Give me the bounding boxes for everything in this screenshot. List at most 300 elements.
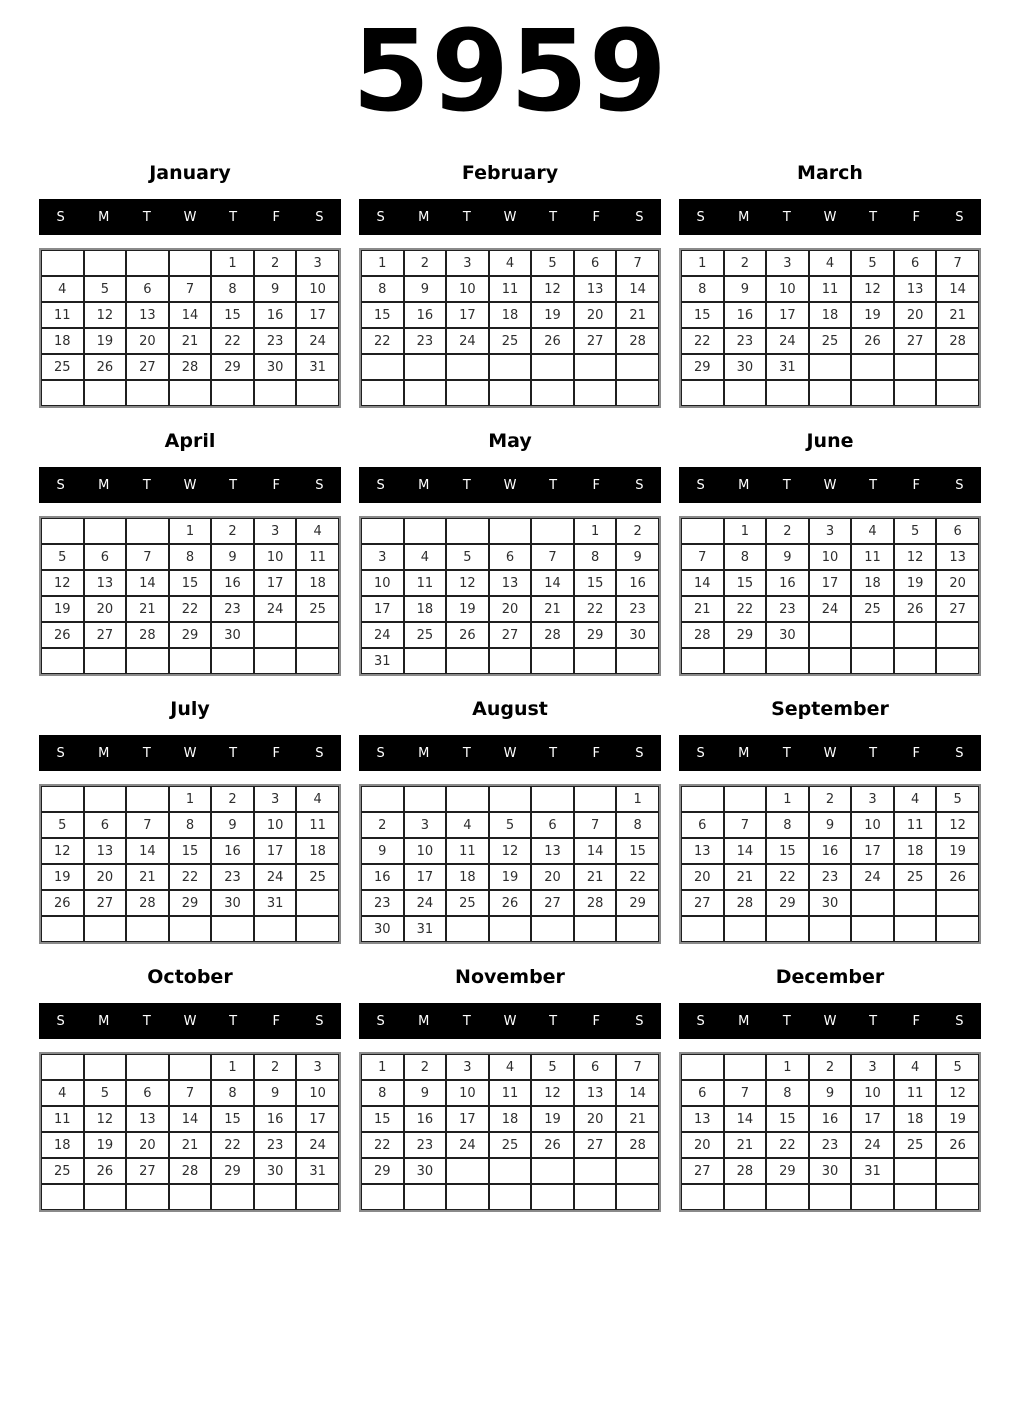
day-cell: 30 [254, 354, 297, 380]
day-cell: 22 [169, 864, 212, 890]
weekday-header-row [39, 1003, 341, 1039]
weekday-label: S [56, 477, 65, 493]
calendar-table [39, 1052, 341, 1212]
day-cell: 12 [936, 1080, 979, 1106]
day-cell: 30 [809, 1158, 852, 1184]
day-cell: 16 [211, 570, 254, 596]
day-cell: 18 [809, 302, 852, 328]
week-row [681, 786, 979, 812]
day-cell: 29 [681, 354, 724, 380]
empty-day-cell [531, 380, 574, 406]
day-cell: 14 [169, 302, 212, 328]
day-cell: 13 [531, 838, 574, 864]
day-cell: 4 [851, 518, 894, 544]
day-cell: 15 [766, 1106, 809, 1132]
day-cell: 23 [809, 1132, 852, 1158]
empty-day-cell [84, 518, 127, 544]
week-row [361, 544, 659, 570]
day-cell: 5 [936, 786, 979, 812]
week-row [681, 544, 979, 570]
empty-day-cell [894, 354, 937, 380]
day-cell: 21 [574, 864, 617, 890]
year-title: 5959 [352, 7, 668, 137]
empty-day-cell [41, 916, 84, 942]
day-cell: 14 [616, 1080, 659, 1106]
day-cell: 15 [574, 570, 617, 596]
day-cell: 20 [894, 302, 937, 328]
day-cell: 5 [851, 250, 894, 276]
day-cell: 28 [724, 890, 767, 916]
month-april [39, 430, 341, 676]
week-row [41, 276, 339, 302]
day-cell: 7 [616, 250, 659, 276]
day-cell: 3 [296, 1054, 339, 1080]
day-cell: 26 [936, 864, 979, 890]
day-cell: 12 [41, 570, 84, 596]
day-cell: 8 [616, 812, 659, 838]
day-cell: 22 [211, 1132, 254, 1158]
empty-day-cell [936, 354, 979, 380]
day-cell: 19 [531, 1106, 574, 1132]
day-cell: 13 [936, 544, 979, 570]
weekday-label: F [912, 209, 921, 225]
day-cell: 30 [211, 622, 254, 648]
calendar-table [39, 784, 341, 944]
empty-day-cell [84, 250, 127, 276]
weekday-label: S [635, 745, 644, 761]
weekday-label: M [738, 745, 750, 761]
day-cell: 18 [41, 328, 84, 354]
empty-day-cell [126, 648, 169, 674]
week-row [41, 302, 339, 328]
day-cell: 4 [894, 786, 937, 812]
empty-day-cell [84, 648, 127, 674]
day-cell: 18 [296, 838, 339, 864]
calendar-table [359, 516, 661, 676]
weekday-label: T [869, 745, 878, 761]
week-row [41, 622, 339, 648]
week-row [681, 622, 979, 648]
month-title: December [775, 966, 885, 988]
day-cell: 15 [766, 838, 809, 864]
day-cell: 21 [724, 864, 767, 890]
empty-day-cell [681, 518, 724, 544]
week-row [41, 864, 339, 890]
month-title: March [797, 162, 863, 184]
weekday-label: M [418, 477, 430, 493]
day-cell: 2 [404, 1054, 447, 1080]
day-cell: 27 [681, 890, 724, 916]
day-cell: 12 [531, 1080, 574, 1106]
day-cell: 22 [616, 864, 659, 890]
day-cell: 28 [616, 1132, 659, 1158]
day-cell: 2 [766, 518, 809, 544]
empty-day-cell [446, 916, 489, 942]
day-cell: 20 [681, 864, 724, 890]
week-row [681, 596, 979, 622]
day-cell: 6 [936, 518, 979, 544]
calendar-table [679, 248, 981, 408]
empty-day-cell [446, 786, 489, 812]
day-cell: 3 [851, 786, 894, 812]
day-cell: 8 [681, 276, 724, 302]
weekday-label: S [955, 1013, 964, 1029]
day-cell: 10 [254, 544, 297, 570]
day-cell: 29 [766, 890, 809, 916]
week-row [361, 622, 659, 648]
empty-day-cell [766, 648, 809, 674]
day-cell: 26 [936, 1132, 979, 1158]
empty-day-cell [254, 648, 297, 674]
day-cell: 1 [361, 250, 404, 276]
empty-day-cell [936, 380, 979, 406]
day-cell: 13 [84, 838, 127, 864]
weekday-label: F [272, 477, 281, 493]
empty-day-cell [126, 1184, 169, 1210]
day-cell: 9 [616, 544, 659, 570]
empty-day-cell [126, 380, 169, 406]
day-cell: 16 [361, 864, 404, 890]
empty-day-cell [254, 916, 297, 942]
empty-day-cell [894, 890, 937, 916]
month-september [679, 698, 981, 944]
day-cell: 8 [169, 544, 212, 570]
empty-day-cell [84, 1184, 127, 1210]
week-row [361, 812, 659, 838]
day-cell: 16 [211, 838, 254, 864]
day-cell: 10 [851, 812, 894, 838]
week-row [361, 1184, 659, 1210]
weekday-label: W [503, 209, 517, 225]
day-cell: 15 [681, 302, 724, 328]
empty-day-cell [169, 1054, 212, 1080]
week-row [41, 1132, 339, 1158]
week-row [361, 890, 659, 916]
empty-day-cell [41, 1184, 84, 1210]
day-cell: 18 [851, 570, 894, 596]
week-row [41, 596, 339, 622]
weekday-label: S [635, 1013, 644, 1029]
day-cell: 27 [84, 622, 127, 648]
empty-day-cell [531, 1184, 574, 1210]
weekday-label: S [376, 1013, 385, 1029]
day-cell: 16 [766, 570, 809, 596]
empty-day-cell [809, 622, 852, 648]
day-cell: 26 [489, 890, 532, 916]
empty-day-cell [404, 786, 447, 812]
day-cell: 29 [169, 622, 212, 648]
week-row [681, 380, 979, 406]
day-cell: 23 [211, 596, 254, 622]
day-cell: 28 [724, 1158, 767, 1184]
day-cell: 4 [296, 518, 339, 544]
weekday-label: S [635, 477, 644, 493]
day-cell: 23 [616, 596, 659, 622]
day-cell: 25 [894, 864, 937, 890]
day-cell: 15 [211, 1106, 254, 1132]
day-cell: 31 [404, 916, 447, 942]
week-row [41, 570, 339, 596]
empty-day-cell [851, 1184, 894, 1210]
weekday-header-row [359, 467, 661, 503]
weekday-label: T [869, 477, 878, 493]
weekday-label: M [98, 1013, 110, 1029]
empty-day-cell [126, 786, 169, 812]
month-may [359, 430, 661, 676]
day-cell: 1 [616, 786, 659, 812]
day-cell: 10 [851, 1080, 894, 1106]
weekday-header-row [39, 735, 341, 771]
day-cell: 2 [361, 812, 404, 838]
calendar-table [679, 516, 981, 676]
day-cell: 24 [446, 328, 489, 354]
day-cell: 20 [489, 596, 532, 622]
weekday-label: S [955, 745, 964, 761]
empty-day-cell [724, 648, 767, 674]
day-cell: 1 [681, 250, 724, 276]
day-cell: 8 [574, 544, 617, 570]
day-cell: 21 [616, 302, 659, 328]
week-row [41, 328, 339, 354]
empty-day-cell [851, 890, 894, 916]
weekday-label: T [142, 477, 151, 493]
empty-day-cell [894, 1158, 937, 1184]
week-row [361, 596, 659, 622]
empty-day-cell [936, 1184, 979, 1210]
day-cell: 3 [296, 250, 339, 276]
empty-day-cell [574, 786, 617, 812]
empty-day-cell [681, 1054, 724, 1080]
empty-day-cell [531, 648, 574, 674]
empty-day-cell [616, 648, 659, 674]
day-cell: 18 [296, 570, 339, 596]
weekday-label: T [462, 477, 471, 493]
week-row [681, 1106, 979, 1132]
empty-day-cell [169, 648, 212, 674]
day-cell: 13 [681, 838, 724, 864]
day-cell: 22 [766, 1132, 809, 1158]
day-cell: 31 [296, 354, 339, 380]
day-cell: 27 [489, 622, 532, 648]
day-cell: 24 [851, 864, 894, 890]
day-cell: 6 [894, 250, 937, 276]
day-cell: 25 [489, 1132, 532, 1158]
day-cell: 18 [41, 1132, 84, 1158]
day-cell: 10 [296, 276, 339, 302]
day-cell: 27 [936, 596, 979, 622]
day-cell: 17 [766, 302, 809, 328]
day-cell: 16 [724, 302, 767, 328]
empty-day-cell [531, 518, 574, 544]
weekday-label: W [503, 1013, 517, 1029]
day-cell: 1 [574, 518, 617, 544]
empty-day-cell [724, 786, 767, 812]
day-cell: 24 [254, 596, 297, 622]
empty-day-cell [851, 916, 894, 942]
day-cell: 17 [361, 596, 404, 622]
weekday-label: S [56, 1013, 65, 1029]
empty-day-cell [724, 916, 767, 942]
week-row [361, 916, 659, 942]
week-row [681, 518, 979, 544]
empty-day-cell [296, 622, 339, 648]
weekday-label: S [955, 209, 964, 225]
day-cell: 14 [531, 570, 574, 596]
day-cell: 30 [211, 890, 254, 916]
day-cell: 5 [84, 276, 127, 302]
day-cell: 24 [809, 596, 852, 622]
weekday-header-row [679, 467, 981, 503]
day-cell: 21 [169, 1132, 212, 1158]
day-cell: 12 [894, 544, 937, 570]
day-cell: 19 [489, 864, 532, 890]
day-cell: 24 [296, 328, 339, 354]
day-cell: 20 [126, 328, 169, 354]
week-row [41, 1184, 339, 1210]
day-cell: 9 [809, 1080, 852, 1106]
week-row [361, 1106, 659, 1132]
weekday-label: T [462, 209, 471, 225]
day-cell: 5 [936, 1054, 979, 1080]
day-cell: 15 [616, 838, 659, 864]
day-cell: 14 [169, 1106, 212, 1132]
day-cell: 11 [41, 1106, 84, 1132]
calendar-table [359, 784, 661, 944]
weekday-label: T [462, 1013, 471, 1029]
day-cell: 6 [126, 1080, 169, 1106]
day-cell: 11 [446, 838, 489, 864]
day-cell: 3 [254, 786, 297, 812]
month-title: September [771, 698, 889, 720]
empty-day-cell [446, 518, 489, 544]
month-august [359, 698, 661, 944]
week-row [681, 916, 979, 942]
empty-day-cell [616, 380, 659, 406]
weekday-label: M [418, 745, 430, 761]
day-cell: 10 [296, 1080, 339, 1106]
empty-day-cell [531, 1158, 574, 1184]
day-cell: 12 [84, 1106, 127, 1132]
week-row [41, 380, 339, 406]
day-cell: 9 [766, 544, 809, 570]
day-cell: 28 [936, 328, 979, 354]
day-cell: 18 [489, 1106, 532, 1132]
empty-day-cell [851, 380, 894, 406]
day-cell: 28 [616, 328, 659, 354]
day-cell: 24 [254, 864, 297, 890]
day-cell: 27 [126, 354, 169, 380]
day-cell: 17 [851, 1106, 894, 1132]
empty-day-cell [681, 1184, 724, 1210]
day-cell: 14 [681, 570, 724, 596]
day-cell: 5 [84, 1080, 127, 1106]
weekday-label: S [56, 745, 65, 761]
day-cell: 25 [296, 864, 339, 890]
day-cell: 12 [936, 812, 979, 838]
day-cell: 30 [766, 622, 809, 648]
day-cell: 9 [404, 276, 447, 302]
day-cell: 26 [41, 890, 84, 916]
empty-day-cell [489, 518, 532, 544]
day-cell: 17 [446, 1106, 489, 1132]
day-cell: 31 [361, 648, 404, 674]
day-cell: 19 [936, 838, 979, 864]
day-cell: 25 [894, 1132, 937, 1158]
empty-day-cell [84, 786, 127, 812]
day-cell: 1 [361, 1054, 404, 1080]
empty-day-cell [404, 518, 447, 544]
day-cell: 13 [894, 276, 937, 302]
weekday-label: W [823, 477, 837, 493]
week-row [681, 838, 979, 864]
day-cell: 12 [41, 838, 84, 864]
day-cell: 7 [724, 812, 767, 838]
weekday-label: F [592, 477, 601, 493]
empty-day-cell [404, 1184, 447, 1210]
day-cell: 9 [361, 838, 404, 864]
weekday-label: T [229, 745, 238, 761]
day-cell: 2 [211, 518, 254, 544]
day-cell: 22 [361, 1132, 404, 1158]
empty-day-cell [616, 1158, 659, 1184]
empty-day-cell [169, 1184, 212, 1210]
day-cell: 24 [404, 890, 447, 916]
day-cell: 25 [489, 328, 532, 354]
empty-day-cell [766, 380, 809, 406]
day-cell: 2 [211, 786, 254, 812]
day-cell: 2 [254, 250, 297, 276]
month-title: November [455, 966, 565, 988]
day-cell: 15 [169, 570, 212, 596]
day-cell: 13 [126, 302, 169, 328]
day-cell: 10 [361, 570, 404, 596]
week-row [41, 890, 339, 916]
weekday-label: F [272, 745, 281, 761]
day-cell: 11 [894, 812, 937, 838]
weekday-header-row [359, 199, 661, 235]
day-cell: 11 [404, 570, 447, 596]
empty-day-cell [616, 916, 659, 942]
day-cell: 8 [361, 276, 404, 302]
weekday-label: S [696, 1013, 705, 1029]
empty-day-cell [446, 354, 489, 380]
week-row [41, 1106, 339, 1132]
week-row [361, 250, 659, 276]
empty-day-cell [681, 786, 724, 812]
day-cell: 29 [766, 1158, 809, 1184]
empty-day-cell [936, 1158, 979, 1184]
day-cell: 2 [254, 1054, 297, 1080]
day-cell: 23 [766, 596, 809, 622]
empty-day-cell [489, 354, 532, 380]
empty-day-cell [851, 354, 894, 380]
day-cell: 20 [681, 1132, 724, 1158]
empty-day-cell [361, 786, 404, 812]
day-cell: 14 [724, 1106, 767, 1132]
day-cell: 3 [361, 544, 404, 570]
day-cell: 7 [616, 1054, 659, 1080]
day-cell: 29 [574, 622, 617, 648]
week-row [681, 1080, 979, 1106]
day-cell: 15 [211, 302, 254, 328]
day-cell: 14 [936, 276, 979, 302]
day-cell: 6 [681, 1080, 724, 1106]
week-row [681, 864, 979, 890]
week-row [41, 916, 339, 942]
day-cell: 28 [531, 622, 574, 648]
day-cell: 10 [404, 838, 447, 864]
day-cell: 23 [211, 864, 254, 890]
